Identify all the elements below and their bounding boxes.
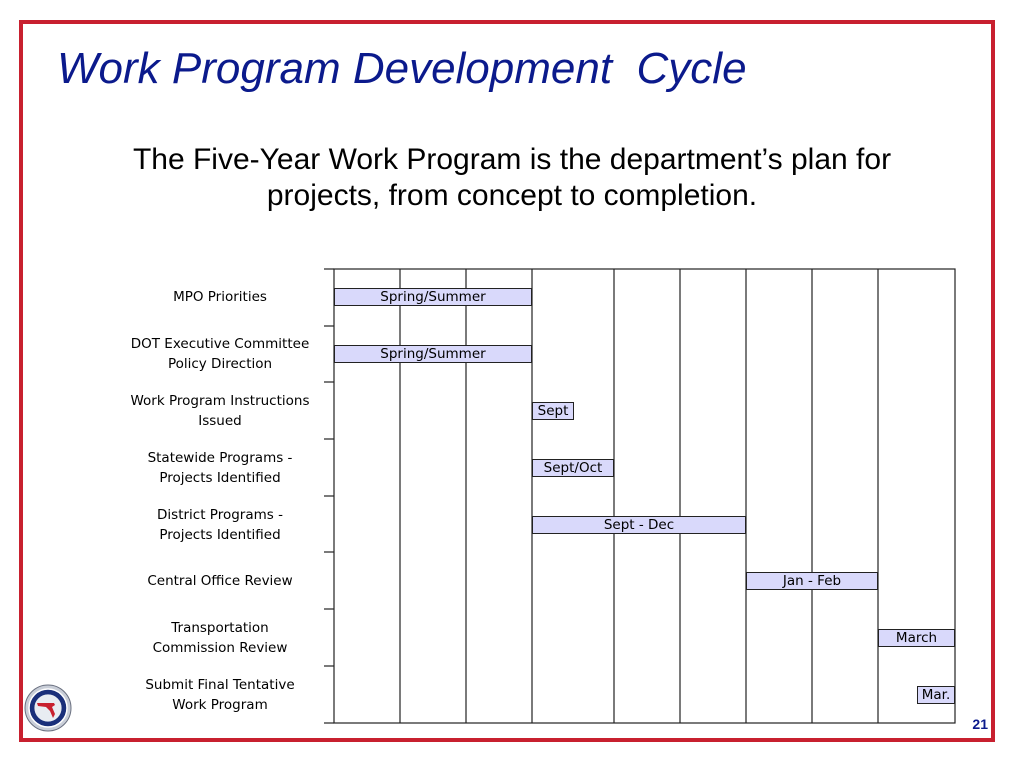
row-label-central-office-review (112, 571, 328, 591)
row-label-work-program-instructions (112, 391, 328, 431)
row-label-submit-final-tentative (112, 675, 328, 715)
row-label-line: MPO Priorities (173, 289, 267, 305)
subtitle-line-2: projects, from concept to completion. (266, 179, 758, 212)
subtitle-line-1: The Five-Year Work Program is the department’s plan for (132, 143, 892, 176)
bar-work-program-instructions: Sept (532, 402, 574, 420)
bar-central-office-review: Jan - Feb (746, 572, 878, 590)
row-label-transportation-commission (112, 618, 328, 658)
row-label-line: DOT Executive Committee (130, 336, 310, 352)
row-label-mpo-priorities (112, 287, 328, 307)
row-label-line: Projects Identified (159, 470, 281, 486)
bar-dot-executive-committee: Spring/Summer (334, 345, 532, 363)
row-label-line: Submit Final Tentative (145, 677, 295, 693)
bar-submit-final-tentative: Mar. (917, 686, 955, 704)
row-label-statewide-programs (112, 448, 328, 488)
row-label-district-programs (112, 505, 328, 545)
row-label-dot-executive-committee (112, 334, 328, 374)
row-label-line: Issued (198, 413, 242, 429)
row-label-line: Projects Identified (159, 527, 281, 543)
bar-statewide-programs: Sept/Oct (532, 459, 614, 477)
page-number: 21 (972, 716, 988, 732)
gantt-border (334, 269, 955, 723)
slide-title: Work Program Development Cycle (57, 44, 747, 93)
row-label-line: Policy Direction (167, 356, 273, 372)
row-label-line: Transportation (171, 620, 269, 636)
row-label-line: Statewide Programs - (147, 450, 293, 466)
row-label-line: Work Program Instructions (130, 393, 310, 409)
department-seal-icon (24, 684, 72, 732)
bar-transportation-commission: March (878, 629, 955, 647)
row-label-line: Central Office Review (147, 573, 293, 589)
row-label-line: Commission Review (152, 640, 288, 656)
bar-district-programs: Sept - Dec (532, 516, 746, 534)
row-label-line: Work Program (172, 697, 268, 713)
bar-mpo-priorities: Spring/Summer (334, 288, 532, 306)
row-label-line: District Programs - (157, 507, 283, 523)
